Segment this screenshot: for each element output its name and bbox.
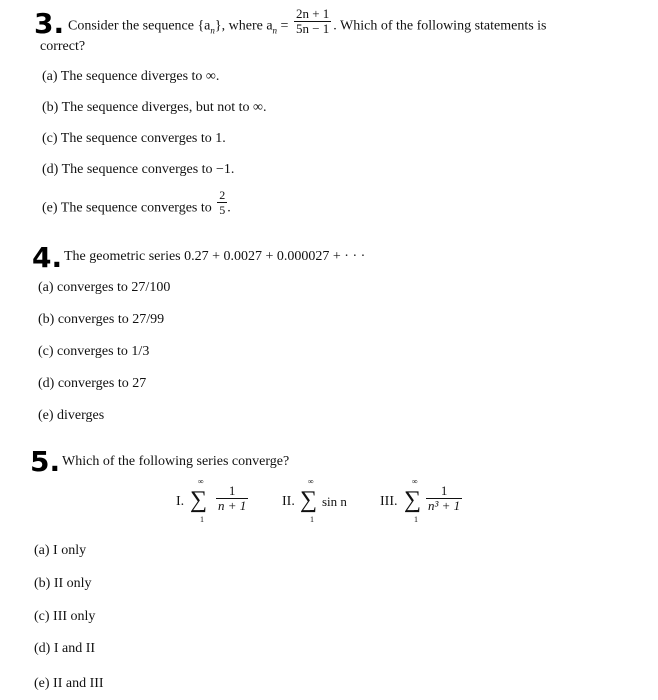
- q3-frac-num: 2n + 1: [295, 6, 330, 21]
- q3-option-c: (c) The sequence converges to 1.: [42, 131, 226, 146]
- series-2: [282, 478, 362, 528]
- q3-option-e-den: 5: [219, 203, 226, 217]
- series-1-lower: 1: [200, 515, 204, 524]
- series-1-upper: ∞: [198, 477, 204, 486]
- series-1-sigma: ∑: [190, 487, 208, 513]
- q3-fraction: [294, 7, 331, 36]
- q5-option-e: (e) II and III: [34, 676, 104, 691]
- q4-option-e: (e) diverges: [38, 408, 105, 423]
- series-1-den: n + 1: [218, 498, 247, 513]
- question-5-number: 5.: [30, 445, 61, 478]
- series-2-upper: ∞: [308, 477, 314, 486]
- question-4-number: 4.: [32, 241, 63, 274]
- q4-option-c: (c) converges to 1/3: [38, 344, 150, 359]
- series-3: [380, 478, 480, 528]
- series-2-sigma: ∑: [300, 487, 318, 513]
- series-3-label: III.: [380, 494, 398, 509]
- q3-option-e-end: .: [227, 200, 231, 216]
- series-2-term: sin n: [322, 494, 347, 509]
- q4-option-d: (d) converges to 27: [38, 376, 147, 391]
- series-2-label: II.: [282, 494, 295, 509]
- question-3-stem: [68, 6, 547, 39]
- series-3-upper: ∞: [412, 477, 418, 486]
- q3-option-b: (b) The sequence diverges, but not to ∞.: [42, 100, 267, 115]
- question-3-number: 3.: [34, 7, 65, 40]
- q3-option-d: (d) The sequence converges to −1.: [42, 162, 235, 177]
- series-3-fraction: [426, 484, 462, 513]
- series-3-sigma: ∑: [404, 487, 422, 513]
- q3-text-mid: }, where a: [214, 18, 273, 34]
- question-4-stem: The geometric series 0.27 + 0.0027 + 0.000027 + · · ·: [64, 249, 366, 264]
- question-5-stem: Which of the following series converge?: [62, 454, 290, 469]
- q3-option-a: (a) The sequence diverges to ∞.: [42, 69, 220, 84]
- series-3-den: n³ + 1: [428, 498, 461, 513]
- q3-option-e-text: (e) The sequence converges to: [42, 200, 212, 216]
- series-1-label: I.: [176, 494, 185, 509]
- series-1-num: 1: [216, 484, 248, 499]
- q5-option-d: (d) I and II: [34, 641, 96, 656]
- q3-text-pre: Consider the sequence {a: [68, 18, 211, 34]
- q4-option-a: (a) converges to 27/100: [38, 280, 171, 295]
- q3-sub-n2: n: [272, 25, 278, 36]
- q3-text-eq: =: [277, 18, 289, 34]
- q3-option-e-num: 2: [219, 188, 226, 202]
- series-3-lower: 1: [414, 515, 418, 524]
- q5-option-c: (c) III only: [34, 609, 96, 624]
- q4-option-b: (b) converges to 27/99: [38, 312, 165, 327]
- series-1: [176, 478, 266, 528]
- q3-option-e: [42, 188, 231, 217]
- series-3-num: 1: [426, 484, 462, 499]
- q3-text-line2: correct?: [40, 39, 86, 54]
- q5-option-b: (b) II only: [34, 576, 92, 591]
- series-1-fraction: [216, 484, 248, 513]
- q3-option-e-fraction: [217, 188, 227, 217]
- q3-frac-den: 5n − 1: [295, 21, 330, 36]
- q5-option-a: (a) I only: [34, 543, 87, 558]
- q3-text-post: . Which of the following statements is: [333, 18, 547, 34]
- q3-sub-n: n: [210, 25, 215, 36]
- series-2-lower: 1: [310, 515, 314, 524]
